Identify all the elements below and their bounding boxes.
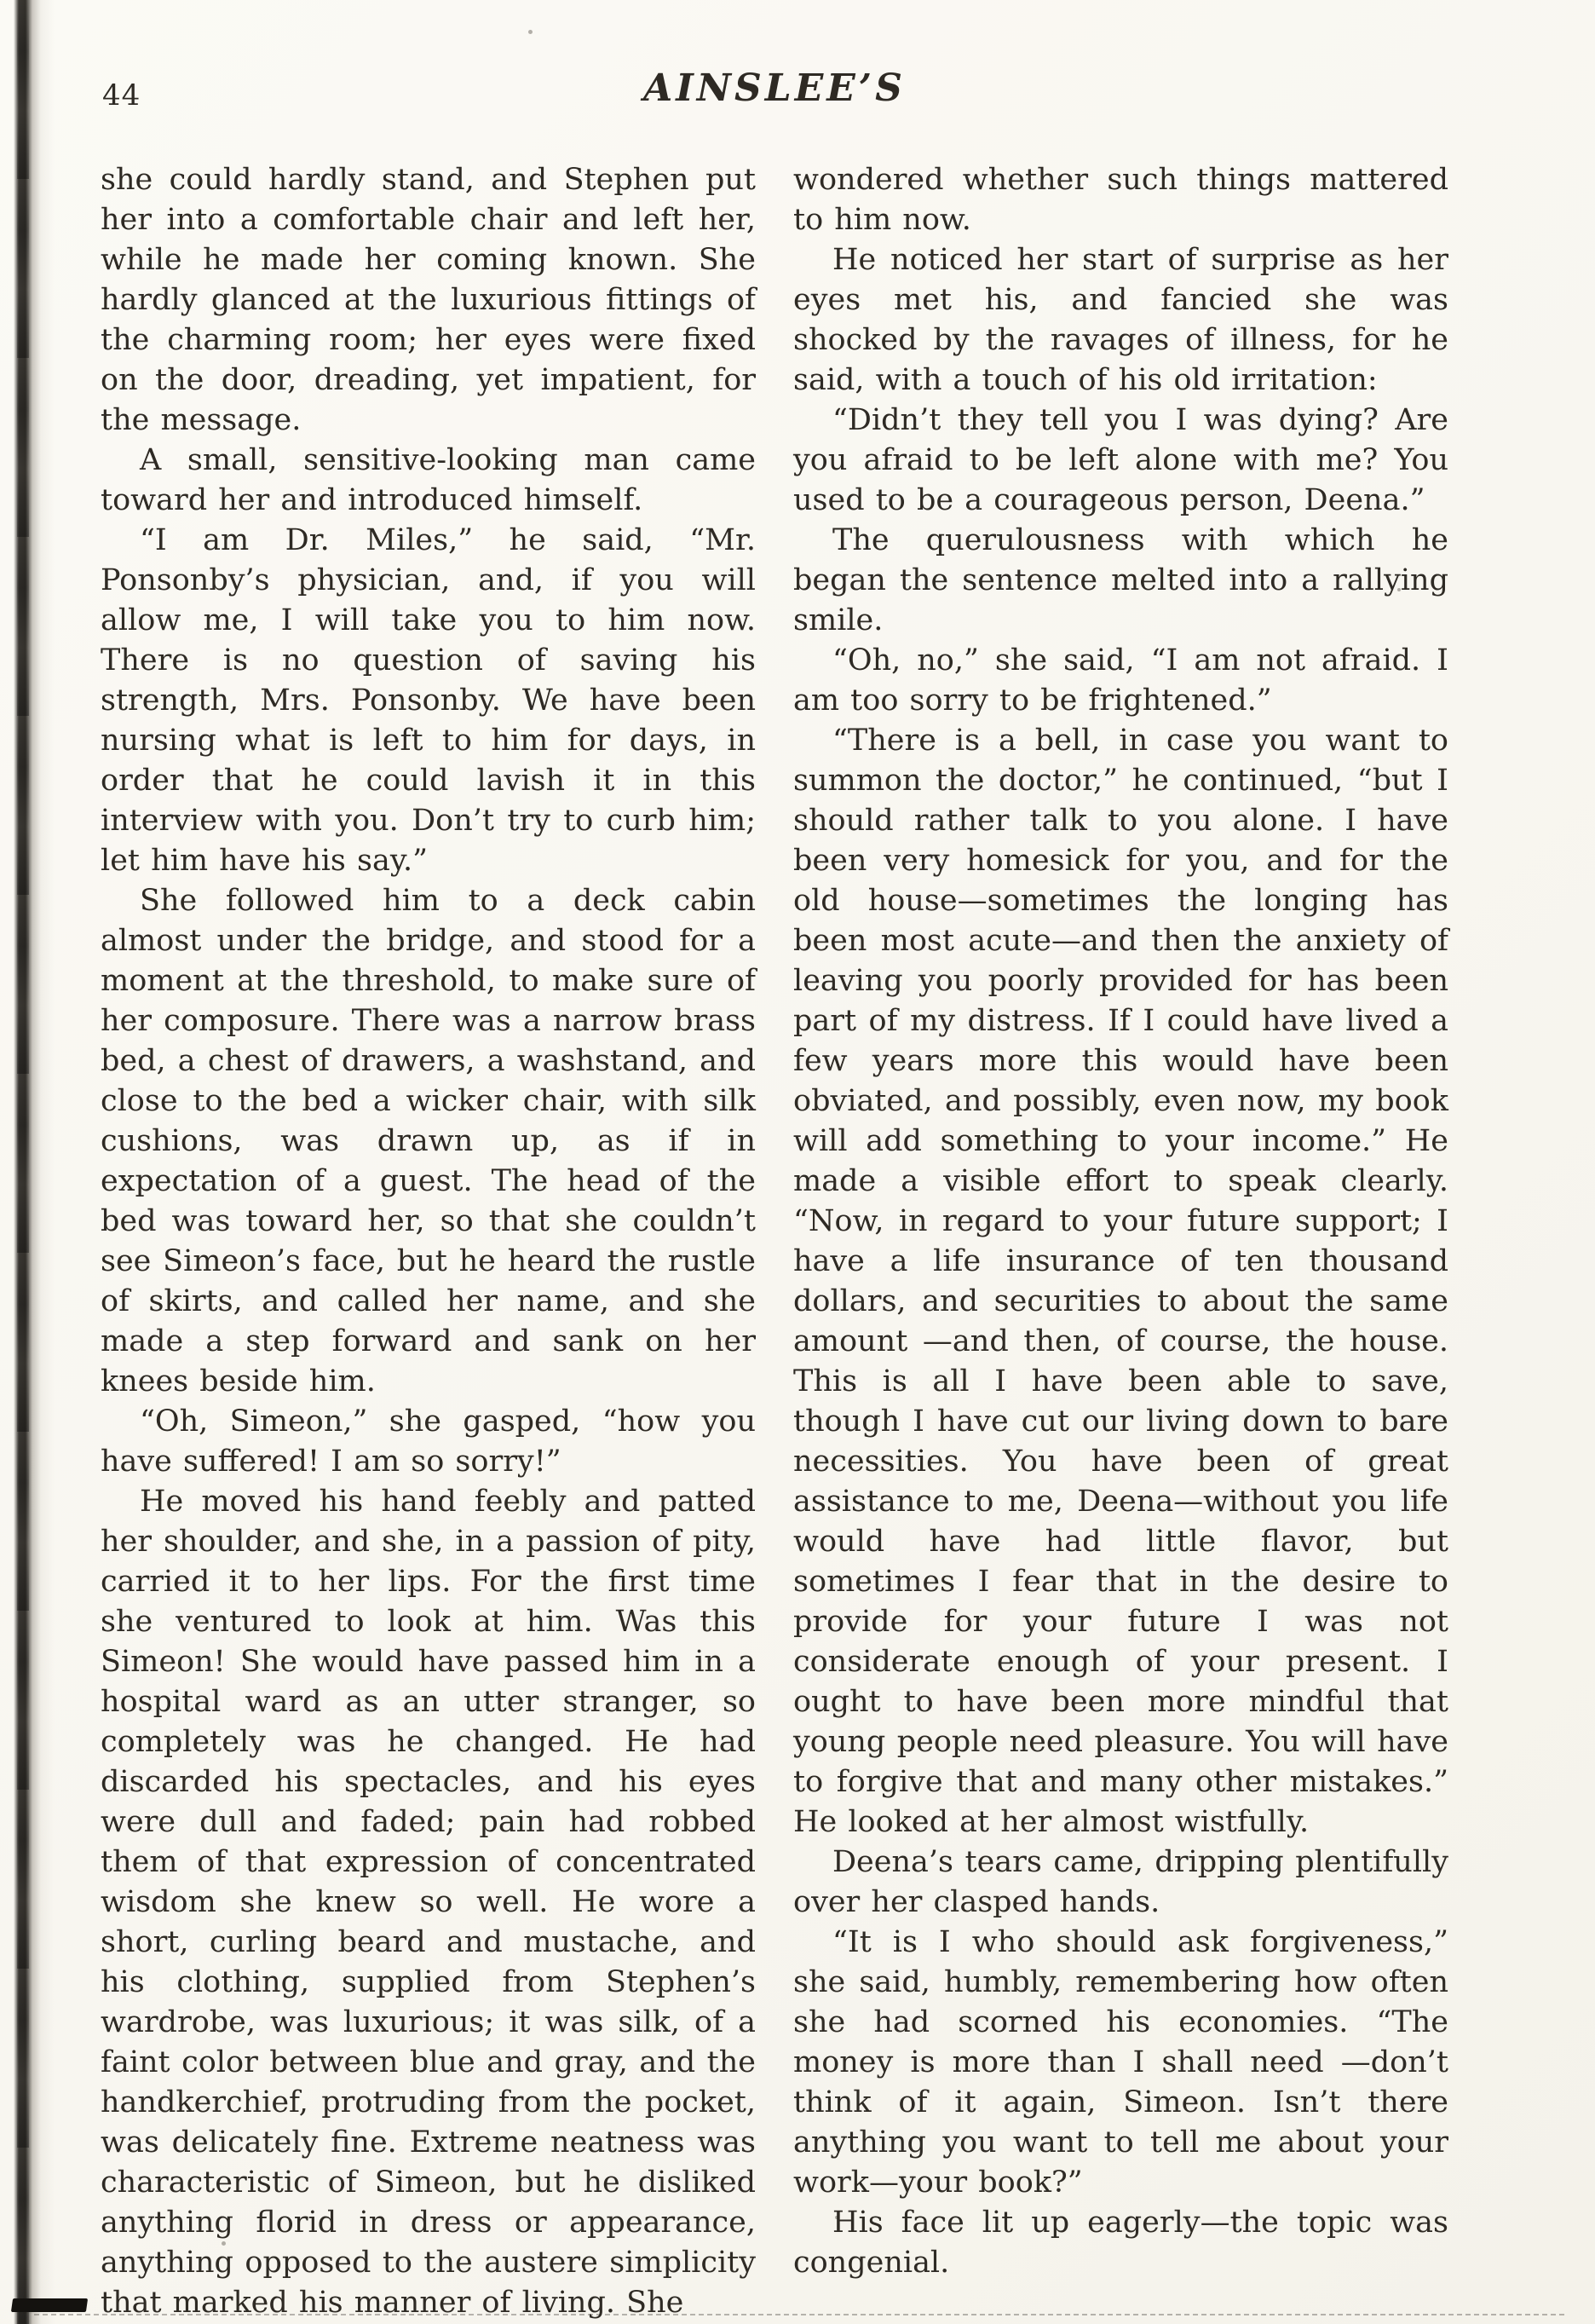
scan-binding-texture (17, 0, 29, 2324)
paragraph: “Oh, no,” she said, “I am not afraid. I am too sorry to be frightened.” (793, 643, 1448, 718)
paragraph: He noticed her start of surprise as her eyes met his, and fancied she was shocked by the ravages of illness, for he said, with a touch of his old irritation: (793, 243, 1448, 397)
scan-corner-mark (11, 2298, 88, 2312)
scan-binding-edge (0, 0, 55, 2324)
left-column (101, 160, 756, 2323)
paragraph: “There is a bell, in case you want to summon the doctor,” he continued, “but I should rather talk to you alone. I have been very homesick for you, and for the old house—sometimes the longing has been most acute—and then the anxiety of leaving you poorly provided for has been part of my distress. If I could have lived a few years more this would have been obviated, and possibly, even now, my book will add something to your income.” He made a visible effort to speak clearly. “Now, in regard to your future support; I have a life insurance of ten thousand dollars, and securities to about the same amount —and then, of course, the house. This is all I have been able to save, though I have cut our living down to bare necessities. You have been of great assistance to me, Deena—without you life would have had little flavor, but sometimes I fear that in the desire to provide for your future I was not considerate enough of your present. I ought to have been more mindful that young people need pleasure. You will have to forgive that and many other mistakes.” He looked at her almost wistfully. (793, 724, 1448, 1839)
right-column (793, 160, 1448, 2323)
paragraph: “It is I who should ask forgiveness,” she said, humbly, remembering how often she had scorned his economies. “The money is more than I shall need —don’t think of it again, Simeon. Isn’t there anything you want to tell me about your work—your book?” (793, 1925, 1448, 2200)
paragraph: The querulousness with which he began the sentence melted into a rallying smile. (793, 523, 1448, 637)
page-number: 44 (102, 78, 141, 112)
paragraph: She followed him to a deck cabin almost under the bridge, and stood for a moment at the threshold, to make sure of her composure. There was a narrow brass bed, a chest of drawers, a washstand, and close to the bed a wicker chair, with silk cushions, was drawn up, as if in expectation of a guest. The head of the bed was toward her, so that she couldn’t see Simeon’s face, but he heard the rustle of skirts, and called her name, and she made a step forward and sank on her knees beside him. (101, 884, 756, 1398)
paragraph: she could hardly stand, and Stephen put her into a comfortable chair and left her, while he made her coming known. She hardly glanced at the luxurious fittings of the charming room; her eyes were fixed on the door, dreading, yet impatient, for the message. (101, 163, 756, 437)
scan-speck (528, 30, 533, 34)
paragraph: “Didn’t they tell you I was dying? Are you afraid to be left alone with me? You used to be a courageous person, Deena.” (793, 403, 1448, 517)
paragraph: He moved his hand feebly and patted her shoulder, and she, in a passion of pity, carried it to her lips. For the first time she ventured to look at him. Was this Simeon! She would have passed him in a hospital ward as an utter stranger, so completely was he changed. He had discarded his spectacles, and his eyes were dull and faded; pain had robbed them of that expression of concentrated wisdom she knew so well. He wore a short, curling beard and mustache, and his clothing, supplied from Stephen’s wardrobe, was luxurious; it was silk, of a faint color between blue and gray, and the handkerchief, protruding from the pocket, was delicately fine. Extreme neatness was characteristic of Simeon, but he disliked anything florid in dress or appearance, anything opposed to the austere simplicity that marked his manner of living. She (101, 1485, 756, 2320)
paragraph: “I am Dr. Miles,” he said, “Mr. Ponsonby’s physician, and, if you will allow me, I will take you to him now. There is no question of saving his strength, Mrs. Ponsonby. We have been nursing what is left to him for days, in order that he could lavish it in this interview with you. Don’t try to curb him; let him have his say.” (101, 523, 756, 878)
paragraph: A small, sensitive-looking man came toward her and introduced himself. (101, 443, 756, 517)
page-header (101, 66, 1448, 126)
text-columns (101, 160, 1448, 2323)
paragraph: His face lit up eagerly—the topic was congenial. (793, 2206, 1448, 2280)
paragraph: Deena’s tears came, dripping plentifully over her clasped hands. (793, 1845, 1448, 1919)
paragraph: “Oh, Simeon,” she gasped, “how you have suffered! I am so sorry!” (101, 1404, 756, 1479)
paragraph: wondered whether such things mattered to him now. (793, 163, 1448, 237)
magazine-title: AINSLEE’S (643, 66, 906, 110)
